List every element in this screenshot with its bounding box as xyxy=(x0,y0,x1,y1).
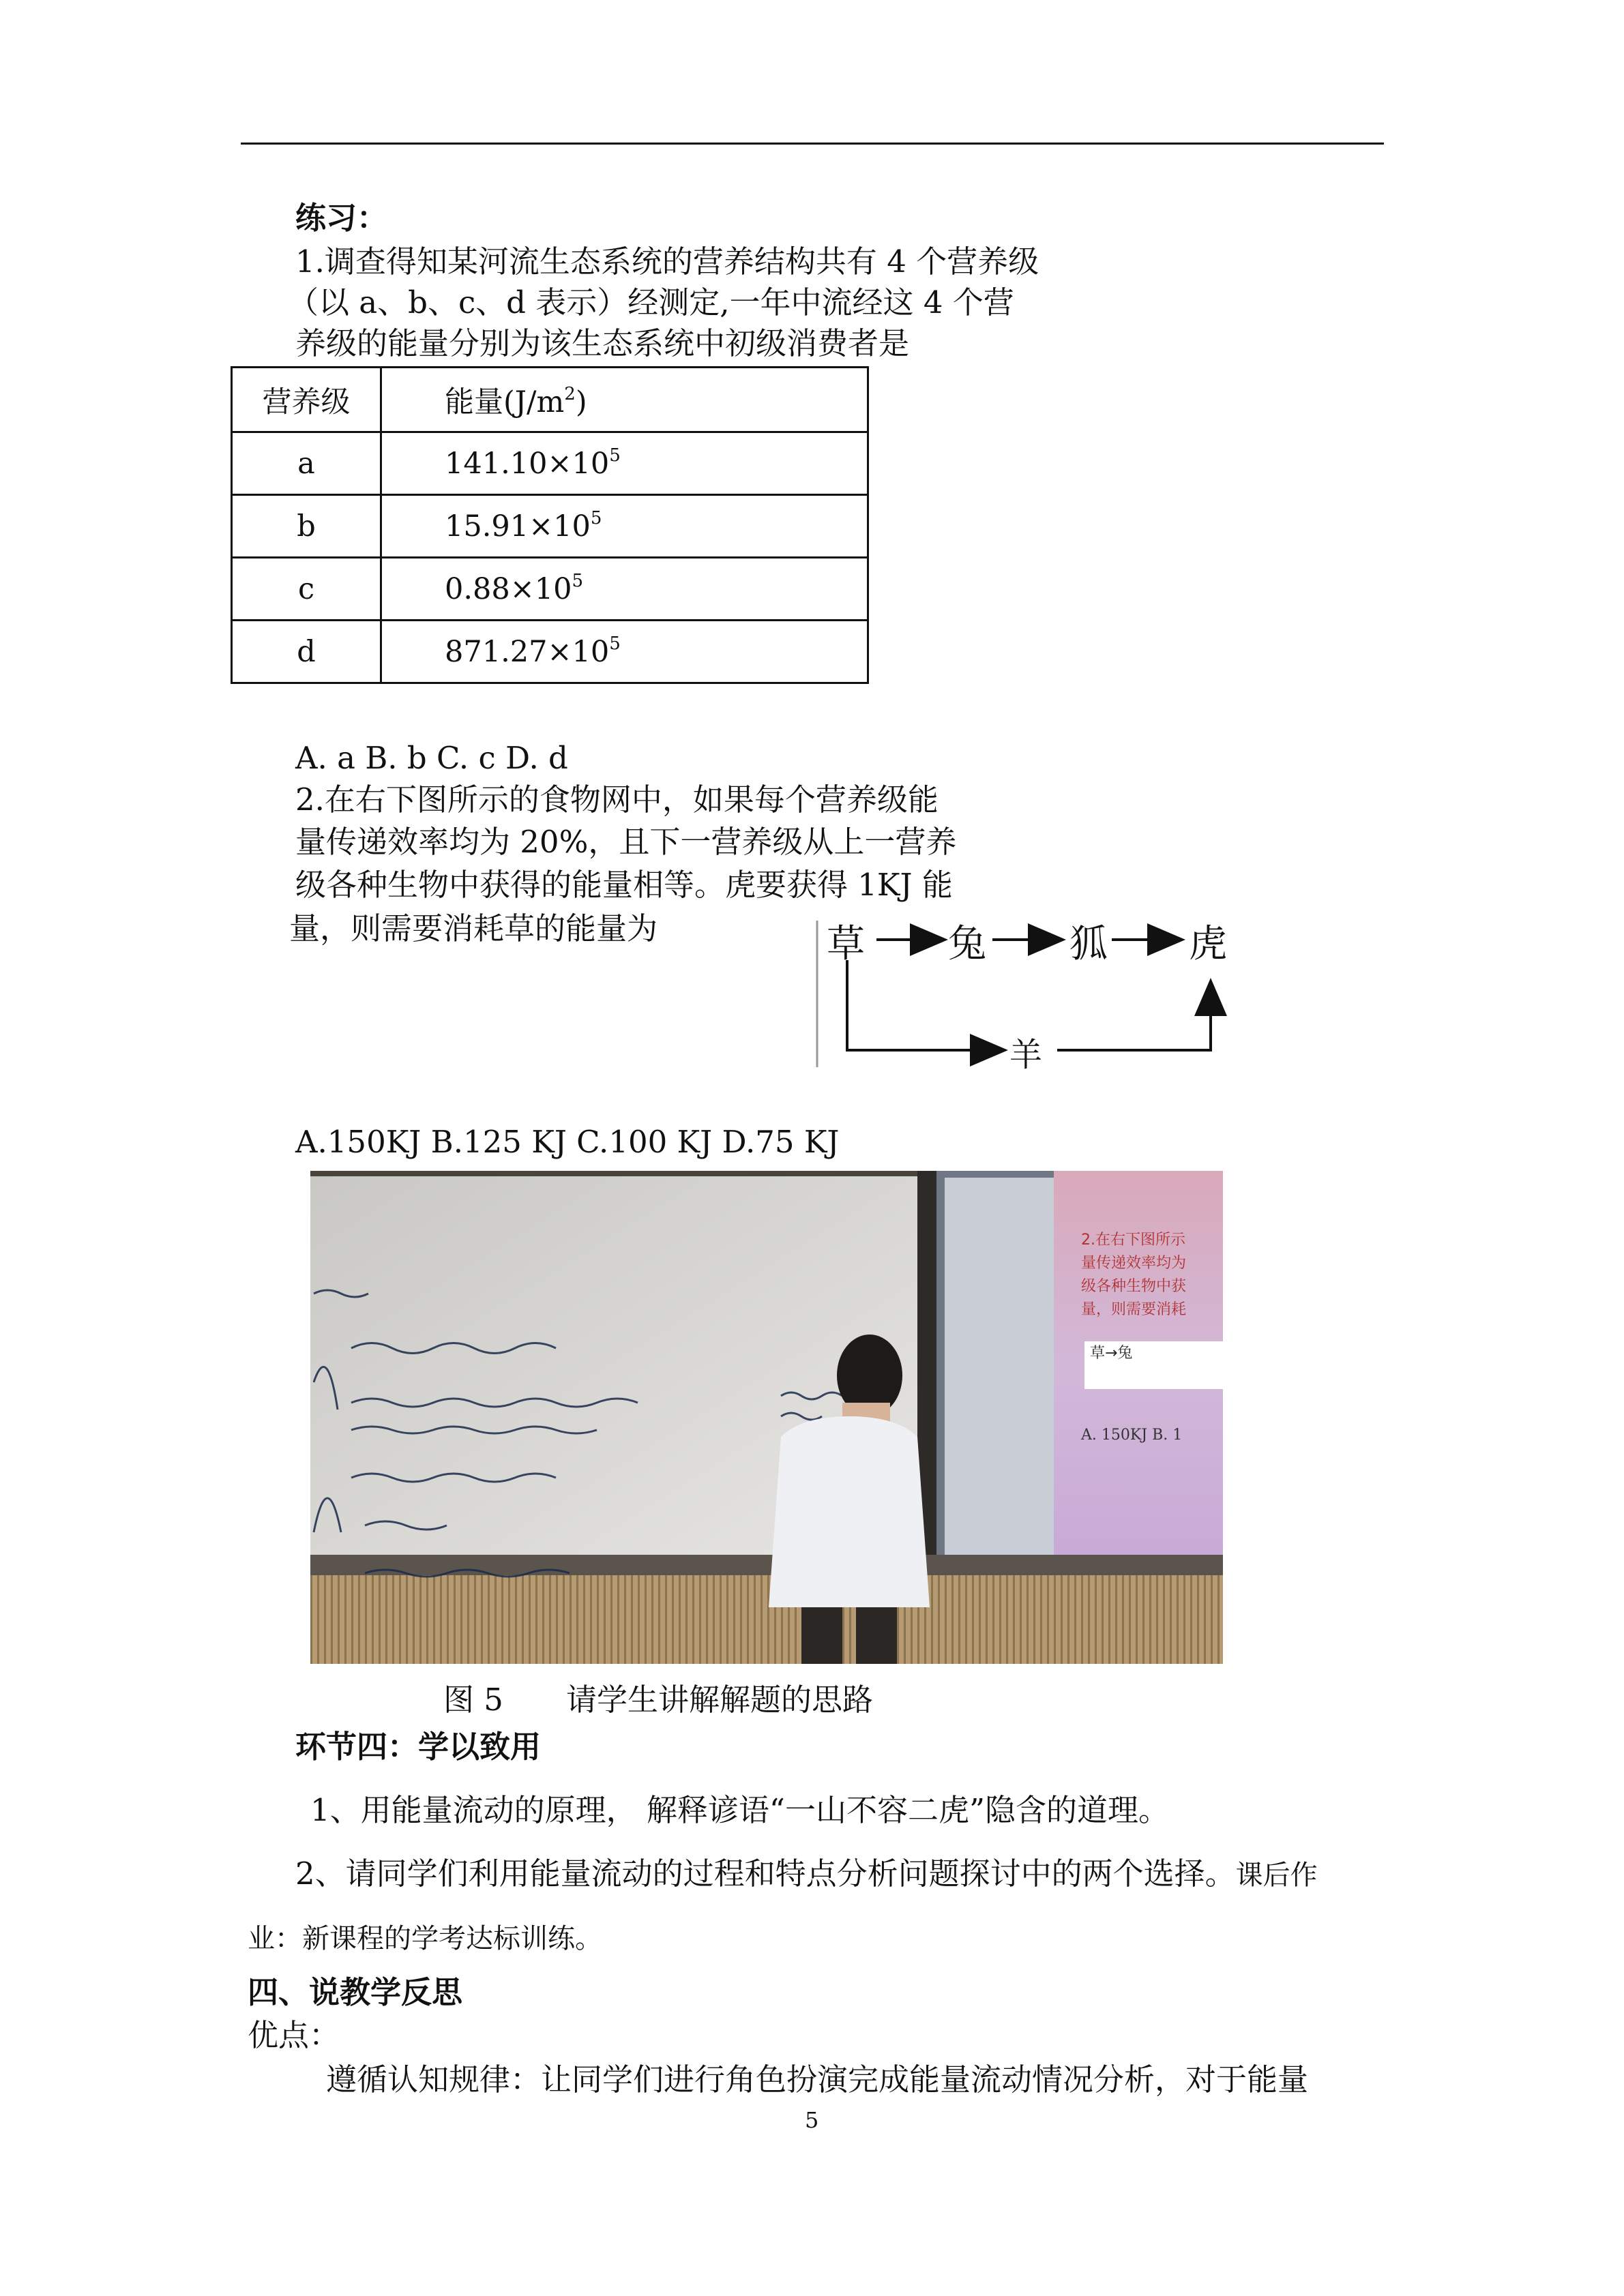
q1-line-1: 1.调查得知某河流生态系统的营养结构共有 4 个营养级 xyxy=(295,243,1039,280)
q2-line-1: 2.在右下图所示的食物网中，如果每个营养级能 xyxy=(295,781,939,818)
level-cell: d xyxy=(232,621,381,683)
arrow-sheep-tiger xyxy=(1057,983,1211,1050)
q2-line-2: 量传递效率均为 20%，且下一营养级从上一营养 xyxy=(295,824,957,860)
level-cell: c xyxy=(232,558,381,621)
q2-options: A.150KJ B.125 KJ C.100 KJ D.75 KJ xyxy=(295,1124,840,1160)
section4-item-1: 1、用能量流动的原理， 解释谚语“一山不容二虎”隐含的道理。 xyxy=(310,1792,1169,1828)
reflection-paragraph: 遵循认知规律：让同学们进行角色扮演完成能量流动情况分析，对于能量 xyxy=(326,2061,1309,2098)
student-figure xyxy=(769,1416,930,1607)
node-sheep: 羊 xyxy=(1009,1036,1043,1074)
section4-heading: 环节四：学以致用 xyxy=(295,1729,542,1765)
reflection-sub: 优点： xyxy=(248,2017,340,2053)
food-web-diagram xyxy=(812,907,1248,1074)
section4-item-2-cont: 业：新课程的学考达标训练。 xyxy=(248,1923,602,1954)
figure-caption: 请学生讲解解题的思路 xyxy=(566,1682,874,1718)
node-rabbit: 兔 xyxy=(948,922,986,966)
figure-number: 图 5 xyxy=(443,1682,503,1718)
energy-cell: $0.88\times 10^5$ xyxy=(381,558,868,621)
energy-cell: $15.91\times 10^5$ xyxy=(381,495,868,558)
header-rule xyxy=(241,143,1384,145)
energy-cell: $871.27\times 10^5$ xyxy=(381,621,868,683)
screen-food-web: 草→兔 xyxy=(1084,1341,1223,1389)
table-row xyxy=(232,621,868,683)
reflection-heading: 四、说教学反思 xyxy=(248,1974,463,2010)
node-fox: 狐 xyxy=(1069,922,1108,966)
energy-table xyxy=(231,366,869,684)
level-cell: a xyxy=(232,432,381,495)
node-tiger: 虎 xyxy=(1189,922,1227,966)
exercise-heading: 练习： xyxy=(295,200,388,236)
page-number: 5 xyxy=(805,2107,819,2133)
table-row xyxy=(232,558,868,621)
wood-panel xyxy=(310,1575,1223,1664)
q2-line-4: 量，则需要消耗草的能量为 xyxy=(289,910,658,946)
table-row xyxy=(232,495,868,558)
screen-options: A. 150KJ B. 1 xyxy=(1081,1427,1183,1444)
energy-cell: $141.10\times 10^5$ xyxy=(381,432,868,495)
q1-line-3: 养级的能量分别为该生态系统中初级消费者是 xyxy=(295,325,910,361)
q1-line-2: （以 a、b、c、d 表示）经测定,一年中流经这 4 个营 xyxy=(288,284,1014,320)
table-header-row xyxy=(232,368,868,432)
q2-line-3: 级各种生物中获得的能量相等。虎要获得 1KJ 能 xyxy=(295,867,953,903)
node-grass: 草 xyxy=(827,922,865,966)
screen-text: 2.在右下图所示 量传递效率均为 级各种生物中获 量，则需要消耗 xyxy=(1081,1232,1187,1318)
section4-item-2: 2、请同学们利用能量流动的过程和特点分析问题探讨中的两个选择。课后作 xyxy=(295,1855,1318,1892)
q1-options: A. a B. b C. c D. d xyxy=(295,740,568,776)
header-level: 营养级 xyxy=(232,368,381,432)
header-energy: 能量$(J/m^2)$ xyxy=(381,368,868,432)
table-row xyxy=(232,432,868,495)
level-cell: b xyxy=(232,495,381,558)
classroom-photo xyxy=(310,1171,1223,1664)
arrow-grass-sheep xyxy=(847,960,1003,1050)
